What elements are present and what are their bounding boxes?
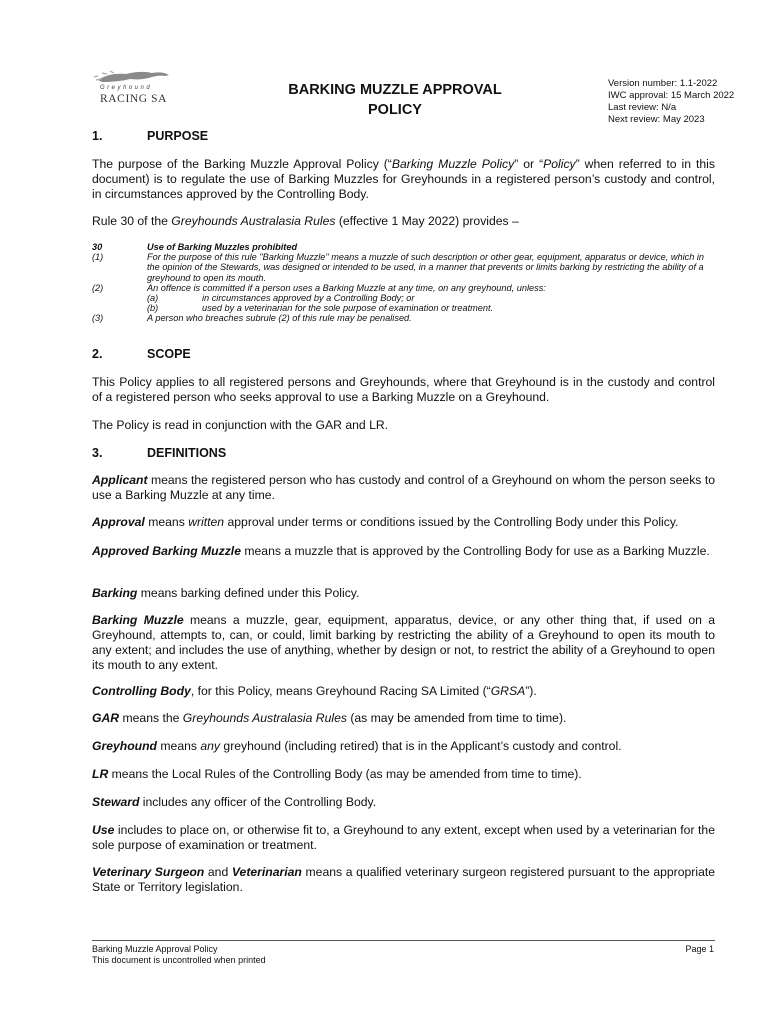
- definition-text: means a muzzle, gear, equipment, apparatus, device, or any other thing that, if used on a Greyhound, attempts to, can, or could, limit barking by restricting the ability of a Greyhound to open its mouth to any extent; and includes the use of anything, whether by design or not, to restrict the ability of a Greyhound to open its mouth to any extent.: [92, 613, 716, 672]
- section-heading-definitions: [92, 446, 226, 460]
- text-run: ” when referred to in this document) is to regulate the use of Barking Muzzles for Greyhounds in a registered person’s custody and control, in circumstances approved by the Controlling Body.: [92, 157, 715, 201]
- definition-text-italic: Greyhounds Australasia Rules: [182, 711, 347, 725]
- subrule-text: An offence is committed if a person uses a Barking Muzzle at any time, on any greyhound, unless:: [147, 282, 546, 293]
- definition-text: means the: [119, 711, 183, 725]
- item-text: used by a veterinarian for the sole purpose of examination or treatment.: [202, 303, 494, 314]
- iwc-approval: IWC approval: 15 March 2022: [608, 90, 735, 101]
- text-run: ” or “: [514, 157, 544, 171]
- subrule-item-a: [147, 293, 715, 303]
- rule-30-block: [92, 242, 715, 324]
- purpose-paragraph: [92, 157, 715, 202]
- definition-term: Use: [92, 823, 115, 837]
- definition-barking: [92, 586, 715, 601]
- section-number: 2.: [92, 347, 103, 361]
- rule-intro-paragraph: [92, 214, 715, 229]
- definition-term: LR: [92, 767, 109, 781]
- definition-approval: [92, 515, 715, 530]
- rule-heading-row: [92, 242, 715, 252]
- logo-main-text: RACING SA: [100, 93, 168, 105]
- definition-text: means a muzzle that is approved by the Controlling Body for use as a Barking Muzzle.: [240, 544, 710, 558]
- definition-lr: [92, 767, 715, 782]
- footer-document-name: Barking Muzzle Approval Policy: [92, 944, 218, 954]
- definition-text: greyhound (including retired) that is in the Applicant’s custody and control.: [220, 739, 622, 753]
- subrule-2: [92, 283, 715, 314]
- definition-text-italic: written: [188, 515, 225, 529]
- footer-divider: [92, 940, 715, 941]
- section-number: 1.: [92, 129, 103, 143]
- subrule-3: [92, 313, 715, 323]
- subrule-label: (2): [92, 282, 104, 293]
- item-text: in circumstances approved by a Controlling Body; or: [202, 293, 415, 304]
- item-label: (b): [147, 303, 159, 314]
- definition-text: means: [157, 739, 201, 753]
- footer-uncontrolled-note: This document is uncontrolled when printed: [92, 955, 266, 965]
- section-title: SCOPE: [147, 347, 191, 361]
- definition-term: Veterinarian: [231, 865, 302, 879]
- definition-text: means the Local Rules of the Controlling Body (as may be amended from time to time).: [108, 767, 582, 781]
- rule-number: 30: [92, 242, 103, 252]
- scope-paragraph-1: This Policy applies to all registered persons and Greyhounds, where that Greyhound is in the custody and control of a registered person who seeks approval to use a Barking Muzzle on a Greyhound.: [92, 375, 715, 404]
- greyhound-silhouette-icon: [92, 68, 172, 86]
- definition-term: Greyhound: [92, 739, 158, 753]
- subrule-label: (3): [92, 313, 104, 324]
- section-number: 3.: [92, 446, 103, 460]
- definition-text: approval under terms or conditions issued by the Controlling Body under this Policy.: [224, 515, 679, 529]
- definition-term: Approved Barking Muzzle: [92, 544, 241, 558]
- definition-text-italic: any: [200, 739, 221, 753]
- text-run-italic: Policy: [543, 157, 576, 171]
- subrule-body: [147, 283, 715, 314]
- section-heading-scope: [92, 347, 191, 361]
- definition-term: GAR: [92, 711, 120, 725]
- definition-veterinary-surgeon: [92, 865, 715, 895]
- definition-text: includes to place on, or otherwise fit to, a Greyhound to any extent, except when used by a veterinarian for the sole purpose of examination or treatment.: [92, 823, 715, 852]
- title-line-1: BARKING MUZZLE APPROVAL: [288, 82, 502, 98]
- definition-text: means barking defined under this Policy.: [137, 586, 360, 600]
- document-title: [250, 80, 540, 120]
- footer-page-number: Page 1: [685, 944, 714, 954]
- last-review: Last review: N/a: [608, 102, 677, 113]
- definition-term: Applicant: [92, 473, 148, 487]
- section-title: PURPOSE: [147, 129, 209, 143]
- definition-controlling-body: [92, 684, 715, 699]
- definition-term: Barking: [92, 586, 138, 600]
- definition-text: includes any officer of the Controlling Body.: [139, 795, 377, 809]
- definition-term: Approval: [92, 515, 145, 529]
- next-review: Next review: May 2023: [608, 114, 705, 125]
- version-number: Version number: 1.1-2022: [608, 78, 718, 89]
- definition-text: and: [204, 865, 232, 879]
- text-run: Rule 30 of the: [92, 214, 172, 228]
- subrule-item-b: [147, 303, 715, 313]
- subrule-label: (1): [92, 252, 104, 263]
- text-run: The purpose of the Barking Muzzle Approval Policy (“: [92, 157, 392, 171]
- definition-text-italic: GRSA: [490, 684, 526, 698]
- text-run-italic: Greyhounds Australasia Rules: [171, 214, 336, 228]
- scope-paragraph-2: The Policy is read in conjunction with the GAR and LR.: [92, 418, 389, 432]
- subrule-1: [92, 252, 715, 283]
- definition-term: Barking Muzzle: [92, 613, 184, 627]
- definition-steward: [92, 795, 715, 810]
- definition-approved-barking-muzzle: [92, 544, 715, 559]
- definition-text: ”).: [525, 684, 537, 698]
- definition-term: Steward: [92, 795, 140, 809]
- definition-text: (as may be amended from time to time).: [346, 711, 567, 725]
- title-line-2: POLICY: [368, 102, 422, 118]
- text-run: (effective 1 May 2022) provides –: [335, 214, 519, 228]
- footer-left: [92, 944, 266, 966]
- subrule-text: A person who breaches subrule (2) of this rule may be penalised.: [147, 313, 412, 324]
- text-run-italic: Barking Muzzle Policy: [391, 157, 515, 171]
- logo-small-text: Greyhound: [100, 85, 153, 91]
- definition-applicant: [92, 473, 715, 503]
- definition-text: , for this Policy, means Greyhound Racing SA Limited (“: [190, 684, 491, 698]
- section-title: DEFINITIONS: [147, 446, 227, 460]
- definition-text: means a qualified veterinary surgeon registered pursuant to the appropriate State or Territory legislation.: [92, 865, 716, 894]
- definition-greyhound: [92, 739, 715, 754]
- subrule-text: For the purpose of this rule "Barking Muzzle" means a muzzle of such description or other gear, equipment, apparatus or device, which in the opinion of the Stewards, was designed or intended to be used, in a manner that prevents or limits barking by restricting the ability of a greyhound to open its mouth.: [147, 252, 705, 283]
- definition-term: Controlling Body: [92, 684, 191, 698]
- definition-gar: [92, 711, 715, 726]
- section-heading-purpose: [92, 129, 208, 143]
- rule-heading: Use of Barking Muzzles prohibited: [147, 242, 298, 252]
- definition-text: means the registered person who has custody and control of a Greyhound on whom the person seeks to use a Barking Muzzle at any time.: [92, 473, 715, 502]
- definition-term: Veterinary Surgeon: [92, 865, 205, 879]
- definition-barking-muzzle: [92, 613, 715, 673]
- item-label: (a): [147, 293, 159, 304]
- version-info: [608, 78, 734, 126]
- definition-use: [92, 823, 715, 853]
- definition-text: means: [144, 515, 189, 529]
- greyhound-racing-sa-logo: [92, 68, 182, 112]
